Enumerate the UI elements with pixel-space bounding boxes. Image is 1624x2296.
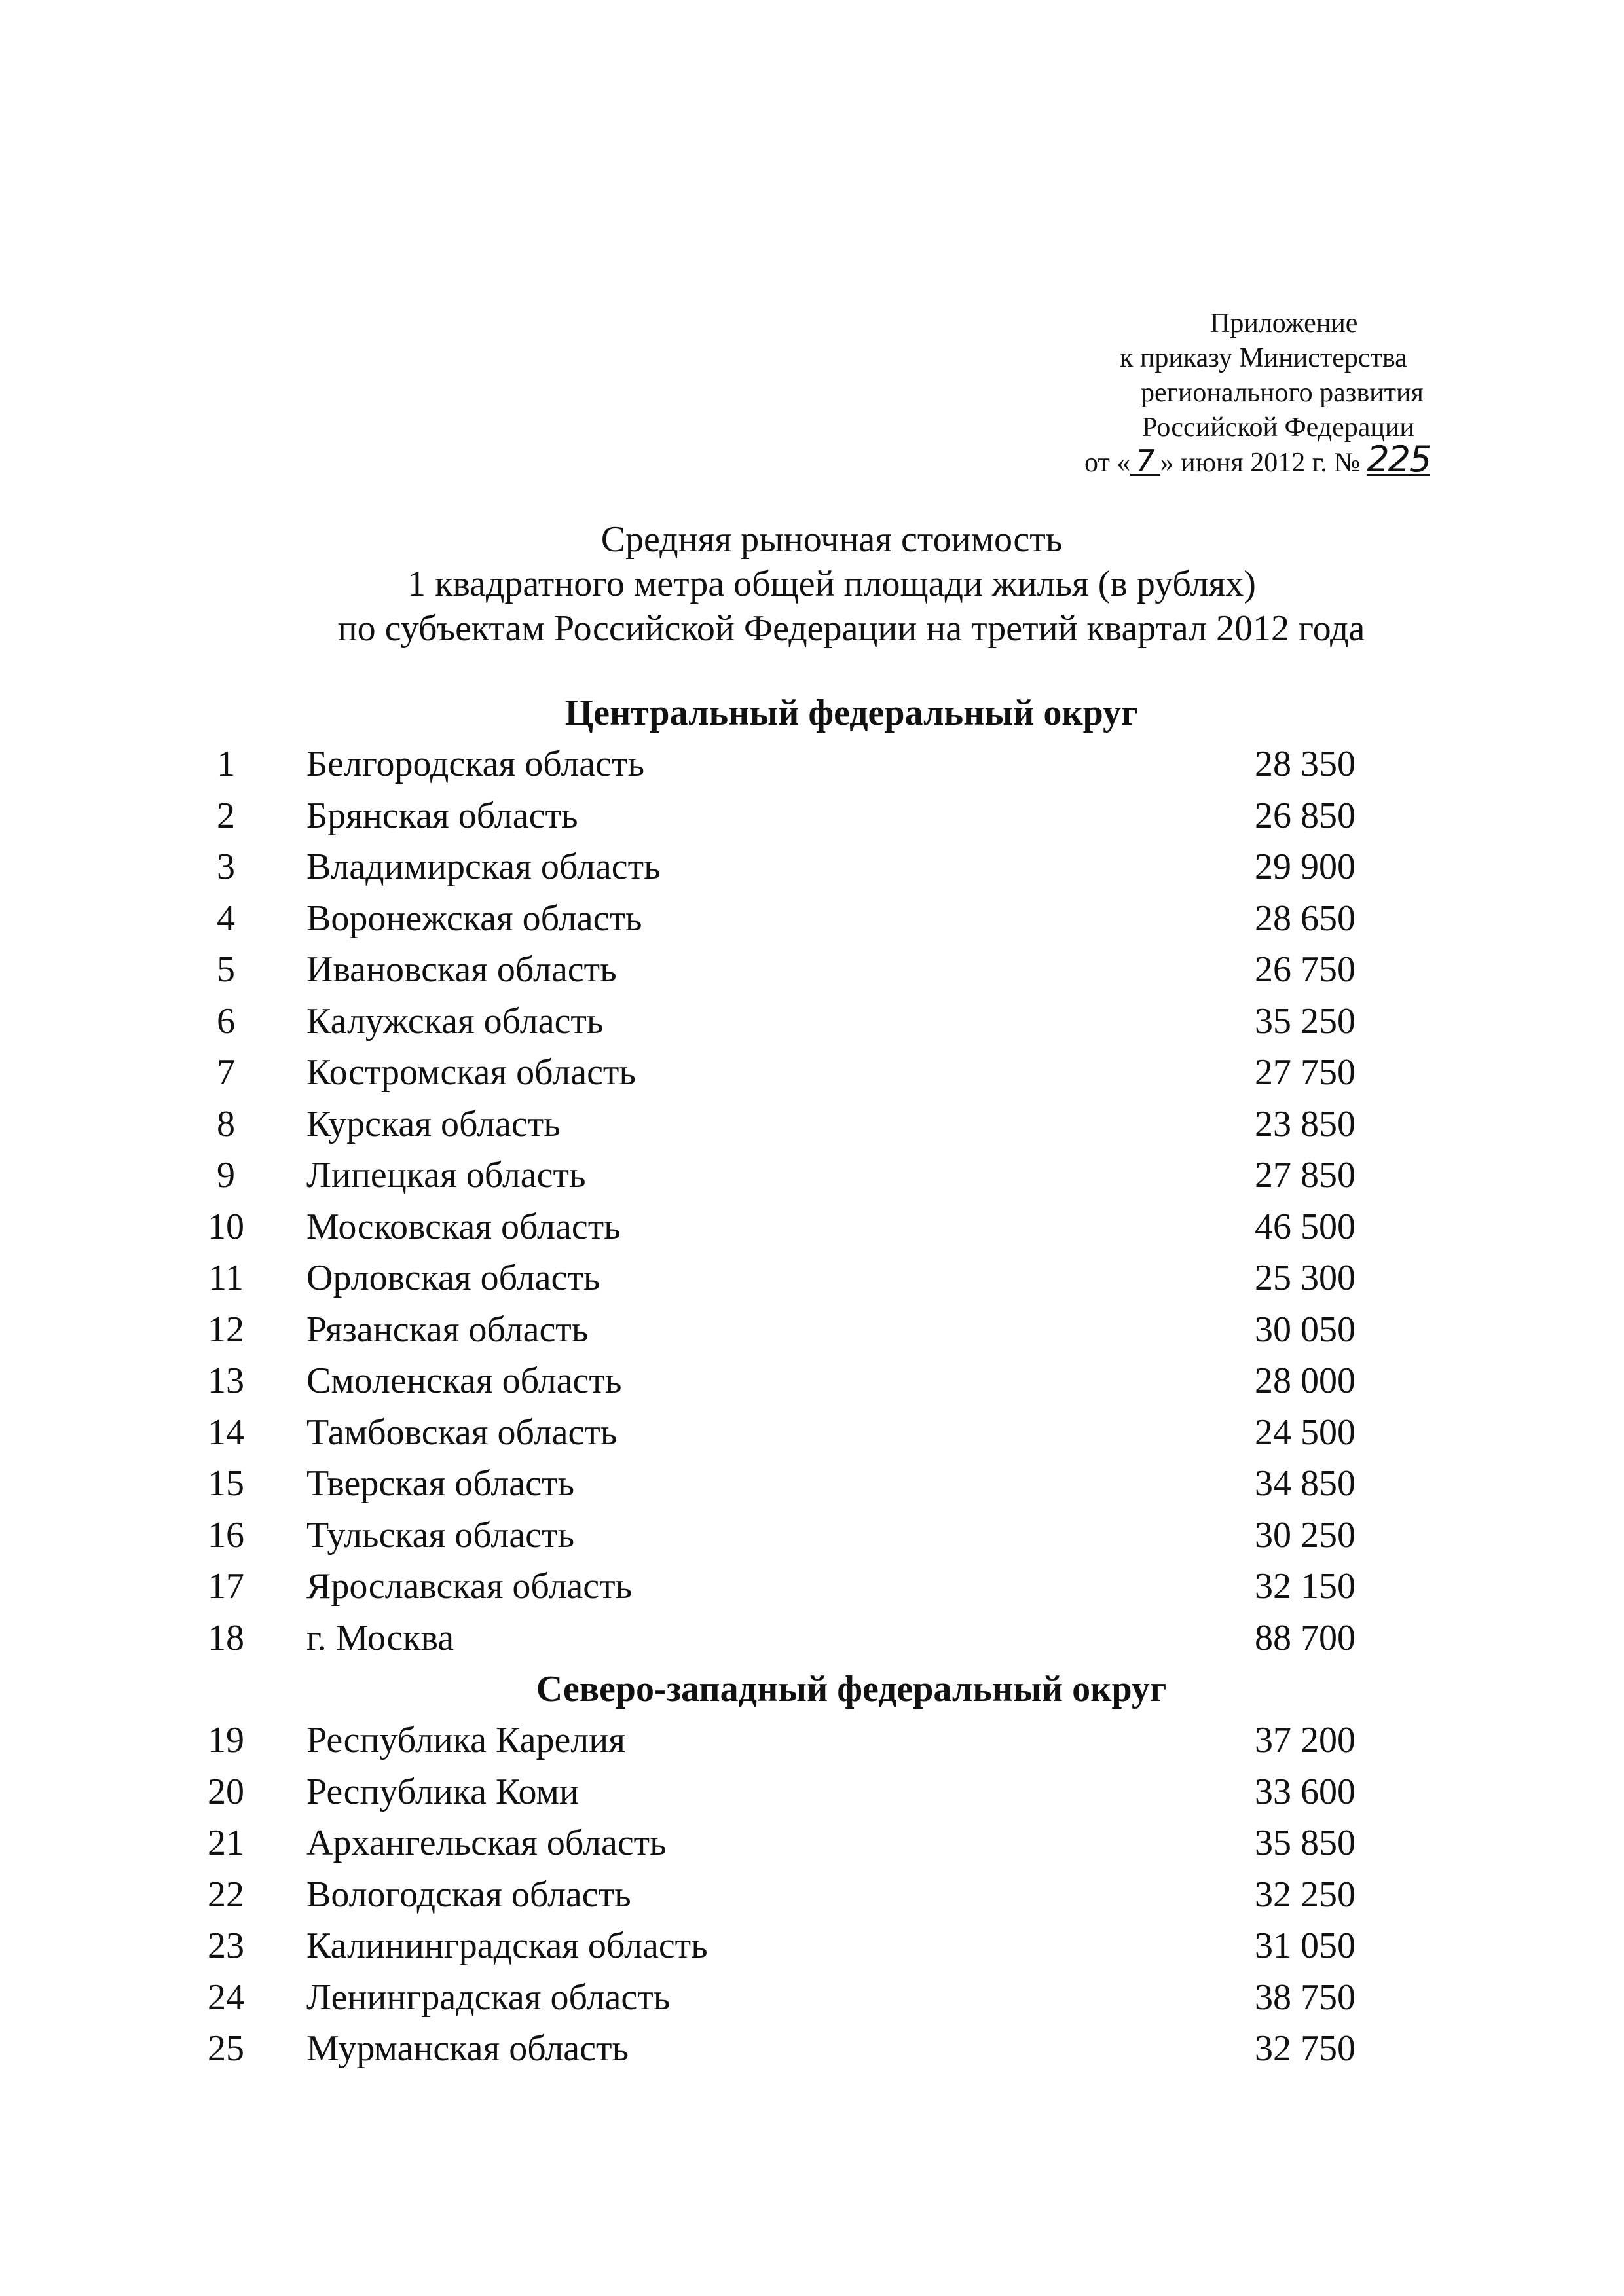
table-row — [0, 1510, 1624, 1561]
region-name: Тульская область — [306, 1514, 575, 1556]
row-number: 13 — [208, 1360, 244, 1401]
table-row — [0, 1252, 1624, 1304]
price-value: 28 000 — [1255, 1360, 1356, 1401]
price-value: 38 750 — [1255, 1977, 1356, 2018]
price-value: 32 250 — [1255, 1874, 1356, 1915]
region-name: г. Москва — [306, 1617, 454, 1658]
region-name: Вологодская область — [306, 1874, 631, 1915]
region-name: Белгородская область — [306, 744, 645, 784]
order-reference: к приказу Министерства — [1120, 343, 1407, 373]
region-name: Курская область — [306, 1103, 561, 1144]
order-date-line — [1022, 439, 1519, 481]
table-row — [0, 738, 1624, 790]
region-name: Республика Коми — [306, 1771, 579, 1812]
order-day-handwritten: 7 — [1130, 448, 1160, 476]
region-name: Тверская область — [306, 1463, 574, 1504]
price-value: 28 350 — [1255, 744, 1356, 784]
price-value: 35 850 — [1255, 1823, 1356, 1863]
table-row — [0, 944, 1624, 996]
row-number: 1 — [217, 744, 235, 784]
region-name: Калужская область — [306, 1000, 604, 1042]
price-value: 34 850 — [1255, 1463, 1356, 1504]
row-number: 22 — [208, 1874, 244, 1915]
row-number: 24 — [208, 1977, 244, 2018]
region-name: Брянская область — [306, 795, 578, 836]
region-name: Ярославская область — [306, 1566, 633, 1607]
district-heading: Центральный федеральный округ — [564, 693, 1138, 733]
title-line-3: по субъектам Российской Федерации на третий квартал 2012 года — [337, 608, 1365, 649]
table-row — [0, 2023, 1624, 2075]
region-name: Владимирская область — [306, 847, 661, 887]
table-row — [0, 1561, 1624, 1613]
row-number: 7 — [217, 1052, 235, 1093]
title-line-1: Средняя рыночная стоимость — [600, 519, 1063, 560]
region-name: Липецкая область — [306, 1155, 586, 1195]
table-row — [0, 1458, 1624, 1510]
price-value: 46 500 — [1255, 1206, 1356, 1247]
region-name: Костромская область — [306, 1052, 636, 1093]
table-row — [0, 1869, 1624, 1921]
row-number: 16 — [208, 1514, 244, 1556]
region-name: Орловская область — [306, 1258, 600, 1298]
row-number: 19 — [208, 1720, 244, 1760]
table-row — [0, 996, 1624, 1048]
table-row — [0, 1047, 1624, 1099]
price-value: 30 050 — [1255, 1309, 1356, 1350]
table-row — [0, 1766, 1624, 1818]
region-name: Тамбовская область — [306, 1412, 618, 1453]
price-value: 26 850 — [1255, 795, 1356, 836]
region-name: Ленинградская область — [306, 1977, 671, 2018]
row-number: 12 — [208, 1309, 244, 1350]
price-value: 26 750 — [1255, 949, 1356, 990]
price-table — [0, 687, 1624, 2075]
attachment-header — [1022, 306, 1519, 481]
region-name: Калининградская область — [306, 1925, 708, 1966]
order-date-prefix: от « — [1084, 448, 1131, 478]
table-row — [0, 790, 1624, 842]
price-value: 27 750 — [1255, 1052, 1356, 1093]
price-value: 32 750 — [1255, 2028, 1356, 2069]
region-name: Воронежская область — [306, 898, 642, 939]
table-row — [0, 1407, 1624, 1459]
table-row — [0, 1355, 1624, 1407]
table-row — [0, 1304, 1624, 1356]
table-row — [0, 1201, 1624, 1253]
row-number: 20 — [208, 1771, 244, 1812]
federation-name: Российской Федерации — [1142, 412, 1414, 443]
price-value: 25 300 — [1255, 1258, 1356, 1298]
table-row — [0, 1099, 1624, 1150]
ministry-name: регионального развития — [1141, 378, 1424, 408]
row-number: 6 — [217, 1000, 235, 1042]
row-number: 25 — [208, 2028, 244, 2069]
row-number: 4 — [217, 898, 235, 939]
district-heading: Северо-западный федеральный округ — [536, 1669, 1167, 1709]
table-row — [0, 1715, 1624, 1766]
price-value: 28 650 — [1255, 898, 1356, 939]
price-value: 35 250 — [1255, 1000, 1356, 1042]
table-row — [0, 1613, 1624, 1664]
price-value: 33 600 — [1255, 1771, 1356, 1812]
price-value: 24 500 — [1255, 1412, 1356, 1453]
price-value: 23 850 — [1255, 1103, 1356, 1144]
order-date-mid: » июня 2012 г. № — [1160, 448, 1361, 478]
title-line-2: 1 квадратного метра общей площади жилья (в рублях) — [407, 564, 1256, 604]
table-row — [0, 1972, 1624, 2024]
row-number: 2 — [217, 795, 235, 836]
price-value: 88 700 — [1255, 1617, 1356, 1658]
region-name: Смоленская область — [306, 1360, 622, 1401]
region-name: Рязанская область — [306, 1309, 589, 1350]
table-row — [0, 1817, 1624, 1869]
price-value: 31 050 — [1255, 1925, 1356, 1966]
price-value: 37 200 — [1255, 1720, 1356, 1760]
table-row — [0, 1920, 1624, 1972]
region-name: Республика Карелия — [306, 1720, 625, 1760]
table-row — [0, 841, 1624, 893]
price-value: 29 900 — [1255, 847, 1356, 887]
row-number: 11 — [208, 1258, 244, 1298]
row-number: 10 — [208, 1206, 244, 1247]
table-row — [0, 1150, 1624, 1201]
region-name: Архангельская область — [306, 1823, 667, 1863]
price-value: 30 250 — [1255, 1514, 1356, 1556]
region-name: Ивановская область — [306, 949, 617, 990]
attachment-label: Приложение — [1210, 308, 1358, 338]
price-value: 32 150 — [1255, 1566, 1356, 1607]
region-name: Московская область — [306, 1206, 621, 1247]
row-number: 3 — [217, 847, 235, 887]
row-number: 18 — [208, 1617, 244, 1658]
document-title — [0, 517, 1624, 651]
row-number: 14 — [208, 1412, 244, 1453]
region-name: Мурманская область — [306, 2028, 629, 2069]
table-row — [0, 893, 1624, 945]
row-number: 17 — [208, 1566, 244, 1607]
row-number: 9 — [217, 1155, 235, 1195]
row-number: 15 — [208, 1463, 244, 1504]
row-number: 8 — [217, 1103, 235, 1144]
row-number: 21 — [208, 1823, 244, 1863]
order-number-handwritten: 225 — [1367, 439, 1431, 480]
price-value: 27 850 — [1255, 1155, 1356, 1195]
row-number: 5 — [217, 949, 235, 990]
row-number: 23 — [208, 1925, 244, 1966]
